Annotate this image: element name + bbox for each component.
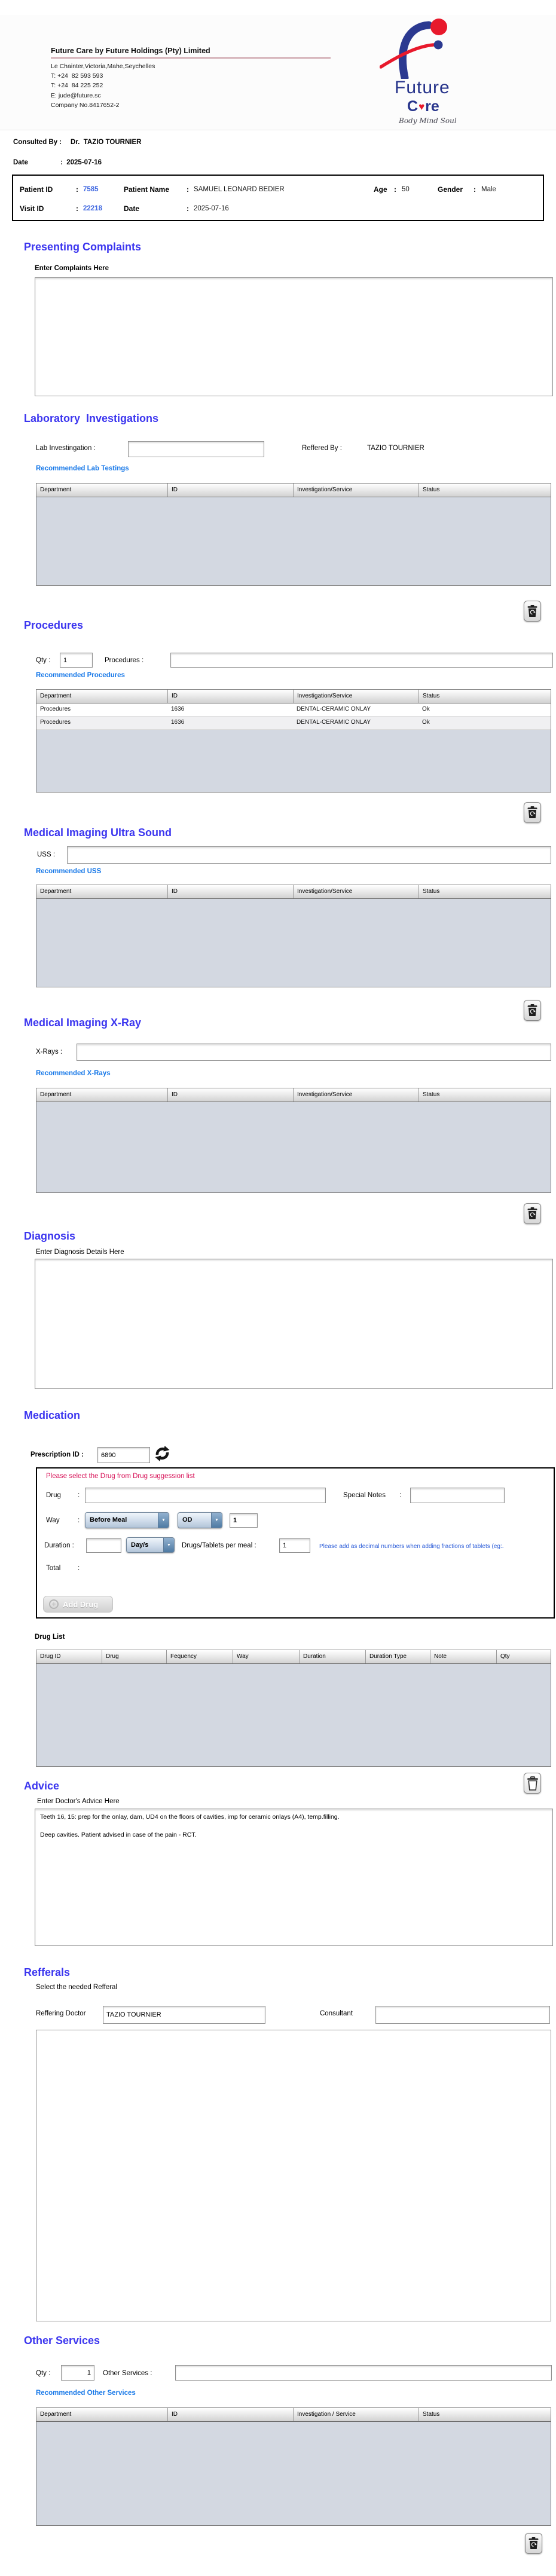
referrals-list-box[interactable] — [36, 2030, 551, 2321]
delete-lab-test-button[interactable] — [524, 601, 541, 622]
table-header-row — [36, 885, 551, 899]
advice-textarea[interactable] — [35, 1809, 553, 1946]
table-header-row — [36, 1650, 551, 1664]
logo-care-re: re — [425, 98, 439, 115]
advice-hint-label: Enter Doctor's Advice Here — [37, 1798, 120, 1805]
column-header-id: ID — [167, 484, 293, 497]
duration-input[interactable] — [86, 1538, 121, 1553]
delete-procedure-button[interactable] — [524, 802, 541, 823]
consultant-input[interactable] — [375, 2006, 550, 2024]
diagnosis-hint-label: Enter Diagnosis Details Here — [36, 1249, 124, 1256]
other-services-input[interactable] — [175, 2365, 552, 2381]
cell-status: Ok — [422, 706, 430, 712]
trash-icon — [527, 1776, 539, 1791]
recommended-procedures-link[interactable]: Recommended Procedures — [36, 672, 125, 679]
column-header-status: Status — [418, 2408, 551, 2421]
gender-value: Male — [481, 186, 496, 193]
column-header-department: Department — [40, 2411, 72, 2418]
procedures-input[interactable] — [170, 653, 553, 668]
delete-advice-button[interactable] — [524, 1773, 541, 1794]
table-header-row — [36, 690, 551, 703]
column-header-department: Department — [40, 693, 72, 699]
column-header-note: Note — [430, 1650, 496, 1663]
add-drug-label: Add Drug — [63, 1599, 99, 1609]
chevron-down-icon: ▼ — [163, 1538, 174, 1552]
way-meal-value: Before Meal — [90, 1516, 127, 1523]
recommended-xray-table — [36, 1088, 551, 1193]
uss-label: USS : — [37, 851, 56, 858]
cell-department: Procedures — [40, 706, 71, 712]
colon-separator: : — [78, 1492, 80, 1499]
procedures-qty-input[interactable] — [60, 653, 93, 668]
special-notes-input[interactable] — [410, 1488, 505, 1503]
cell-service: DENTAL-CERAMIC ONLAY — [297, 719, 371, 726]
table-header-row — [36, 2408, 551, 2422]
xray-heading: Medical Imaging X-Ray — [24, 1017, 142, 1029]
column-header-duration: Duration — [299, 1650, 365, 1663]
recommended-lab-testings-link[interactable]: Recommended Lab Testings — [36, 465, 129, 472]
delete-uss-button[interactable] — [524, 1000, 541, 1021]
column-header-status: Status — [418, 1088, 551, 1102]
column-header-drug: Drug — [102, 1650, 166, 1663]
colon-separator: : — [473, 185, 476, 194]
other-services-heading: Other Services — [24, 2335, 100, 2346]
colon-separator: : — [76, 185, 78, 194]
logo-word-future: Future — [395, 78, 450, 97]
complaints-textarea[interactable] — [35, 277, 553, 396]
referring-doctor-label: Reffering Doctor — [36, 2010, 86, 2017]
patient-info-box — [12, 175, 544, 221]
colon-separator: : — [399, 1492, 402, 1499]
table-header-row — [36, 1088, 551, 1102]
column-header-id: ID — [167, 2408, 293, 2421]
way-frequency-value: OD — [182, 1516, 193, 1523]
way-label: Way — [46, 1517, 60, 1524]
age-value: 50 — [402, 186, 410, 193]
plus-circle-icon: + — [49, 1599, 59, 1609]
company-phone-1: T: +24 82 593 593 — [51, 72, 103, 79]
colon-separator: : — [76, 204, 78, 213]
procedures-qty-label: Qty : — [36, 657, 51, 664]
procedures-label: Procedures : — [105, 657, 144, 664]
drug-entry-box — [36, 1467, 555, 1619]
future-care-logo — [368, 18, 493, 129]
consulted-by-label: Consulted By : — [13, 139, 62, 146]
colon-separator: : — [394, 185, 396, 194]
column-header-id: ID — [167, 885, 293, 898]
patient-id-value: 7585 — [83, 186, 99, 193]
age-label: Age — [374, 185, 387, 194]
column-header-department: Department — [40, 487, 72, 493]
visit-date-value: : 2025-07-16 — [60, 159, 102, 166]
logo-tagline: Body Mind Soul — [399, 117, 457, 125]
consultant-label: Consultant — [320, 2010, 353, 2017]
cell-department: Procedures — [40, 719, 71, 726]
uss-input[interactable] — [67, 846, 551, 864]
gender-label: Gender — [438, 185, 463, 194]
lab-investigation-input[interactable] — [128, 441, 264, 457]
colon-separator: : — [78, 1517, 80, 1524]
add-drug-button[interactable] — [43, 1596, 113, 1613]
refresh-icon — [154, 1445, 170, 1463]
drug-selection-note: Please select the Drug from Drug suggession list — [46, 1473, 195, 1480]
company-number: Company No.8417652-2 — [51, 102, 120, 109]
procedure-table-row[interactable] — [36, 703, 551, 717]
cell-status: Ok — [422, 719, 430, 726]
cell-id: 1636 — [171, 719, 185, 726]
column-header-id: ID — [167, 690, 293, 703]
prescription-id-label: Prescription ID : — [30, 1451, 84, 1458]
column-header-department: Department — [40, 1091, 72, 1098]
patient-date-value: 2025-07-16 — [194, 205, 229, 212]
total-label: Total — [46, 1565, 61, 1572]
future-care-logo-mark — [380, 18, 493, 79]
delete-xray-button[interactable] — [524, 1203, 541, 1224]
visit-date-label: Date — [13, 159, 28, 166]
column-header-service: Investigation/Service — [293, 885, 418, 898]
column-header-status: Status — [418, 885, 551, 898]
complaints-hint-label: Enter Complaints Here — [35, 265, 109, 272]
heart-icon: ♥ — [418, 100, 425, 112]
diagnosis-textarea[interactable] — [35, 1259, 553, 1389]
colon-separator: : — [187, 204, 189, 213]
title-underline — [51, 57, 331, 59]
column-header-service: Investigation/Service — [293, 484, 418, 497]
company-email: E: jude@future.sc — [51, 92, 101, 99]
diagnosis-heading: Diagnosis — [24, 1230, 76, 1242]
column-header-status: Status — [418, 690, 551, 703]
column-header-drug-id: Drug ID — [40, 1653, 61, 1660]
company-phone-2: T: +24 84 225 252 — [51, 82, 103, 89]
duration-unit-select[interactable] — [126, 1537, 175, 1553]
procedures-heading: Procedures — [24, 619, 84, 631]
company-title: Future Care by Future Holdings (Pty) Limited — [51, 47, 210, 55]
company-address: Le Chainter,Victoria,Mahe,Seychelles — [51, 63, 155, 70]
recommended-uss-table — [36, 885, 551, 987]
xray-label: X-Rays : — [36, 1048, 63, 1056]
cell-id: 1636 — [171, 706, 185, 712]
drug-label: Drug — [46, 1492, 61, 1499]
medication-heading: Medication — [24, 1409, 81, 1421]
trash-icon — [527, 605, 537, 617]
ultrasound-heading: Medical Imaging Ultra Sound — [24, 827, 172, 839]
drug-list-table — [36, 1650, 551, 1767]
way-frequency-select[interactable] — [178, 1512, 222, 1528]
referring-doctor-input[interactable] — [103, 2006, 265, 2024]
advice-heading: Advice — [24, 1780, 60, 1792]
delete-other-service-button[interactable] — [525, 2533, 542, 2554]
duration-unit-value: Day/s — [131, 1541, 149, 1549]
chevron-down-icon: ▼ — [158, 1513, 169, 1528]
visit-id-value: 22218 — [83, 205, 102, 212]
trash-icon — [527, 806, 537, 819]
column-header-status: Status — [418, 484, 551, 497]
per-meal-input[interactable] — [279, 1538, 310, 1553]
recommended-other-services-link[interactable]: Recommended Other Services — [36, 2390, 136, 2397]
column-header-frequency: Fequency — [166, 1650, 233, 1663]
referred-by-label: Reffered By : — [302, 445, 342, 452]
referred-by-value: TAZIO TOURNIER — [367, 445, 424, 452]
column-header-duration-type: Duration Type — [365, 1650, 430, 1663]
logo-care-c: C — [407, 98, 418, 115]
fraction-hint-text: Please add as decimal numbers when adding fractions of tablets (eg:. — [319, 1543, 504, 1550]
cell-service: DENTAL-CERAMIC ONLAY — [297, 706, 371, 712]
special-notes-label: Special Notes — [343, 1492, 386, 1499]
column-header-department: Department — [40, 888, 72, 895]
logo-word-care — [407, 98, 439, 115]
recommended-lab-table — [36, 483, 551, 586]
per-meal-label: Drugs/Tablets per meal : — [182, 1542, 256, 1549]
lab-investigations-heading: Laboratory Investigations — [24, 412, 159, 424]
column-header-service: Investigation / Service — [293, 2408, 418, 2421]
patient-id-label: Patient ID — [20, 185, 53, 194]
patient-name-label: Patient Name — [124, 185, 170, 194]
column-header-id: ID — [167, 1088, 293, 1102]
patient-name-value: SAMUEL LEONARD BEDIER — [194, 186, 285, 193]
trash-icon — [527, 1004, 537, 1017]
column-header-service: Investigation/Service — [293, 1088, 418, 1102]
procedure-table-row[interactable] — [36, 717, 551, 730]
recommended-procedures-table — [36, 689, 551, 793]
other-services-qty-label: Qty : — [36, 2370, 51, 2377]
recommended-uss-link[interactable]: Recommended USS — [36, 868, 102, 875]
drug-input[interactable] — [85, 1488, 326, 1503]
other-services-qty-input[interactable] — [61, 2365, 94, 2381]
refresh-prescription-button[interactable] — [154, 1445, 171, 1464]
referrals-sub-label: Select the needed Refferal — [36, 1984, 117, 1991]
trash-icon — [527, 1207, 537, 1220]
way-qty-input[interactable] — [230, 1513, 258, 1528]
logo-red-dot — [430, 19, 447, 35]
trash-icon — [528, 2537, 539, 2550]
referrals-heading: Refferals — [24, 1966, 71, 1978]
column-header-service: Investigation/Service — [293, 690, 418, 703]
recommended-xray-link[interactable]: Recommended X-Rays — [36, 1070, 111, 1077]
consulted-by-value: Dr. TAZIO TOURNIER — [71, 139, 142, 146]
table-header-row — [36, 484, 551, 497]
presenting-complaints-heading: Presenting Complaints — [24, 241, 142, 253]
drug-list-label: Drug List — [35, 1633, 65, 1641]
xray-input[interactable] — [77, 1044, 551, 1061]
other-services-label: Other Services : — [103, 2370, 152, 2377]
logo-blue-dot — [434, 41, 443, 50]
column-header-way: Way — [233, 1650, 299, 1663]
patient-date-label: Date — [124, 204, 140, 213]
prescription-id-input[interactable] — [97, 1447, 150, 1463]
duration-label: Duration : — [44, 1542, 74, 1549]
chevron-down-icon: ▼ — [211, 1513, 222, 1528]
lab-investigation-label: Lab Investingation : — [36, 445, 96, 452]
visit-id-label: Visit ID — [20, 204, 44, 213]
way-meal-select[interactable] — [85, 1512, 169, 1528]
colon-separator: : — [187, 185, 189, 194]
column-header-qty: Qty — [496, 1650, 551, 1663]
colon-separator: : — [78, 1565, 80, 1572]
header-banner — [0, 15, 556, 130]
recommended-other-services-table — [36, 2407, 551, 2526]
